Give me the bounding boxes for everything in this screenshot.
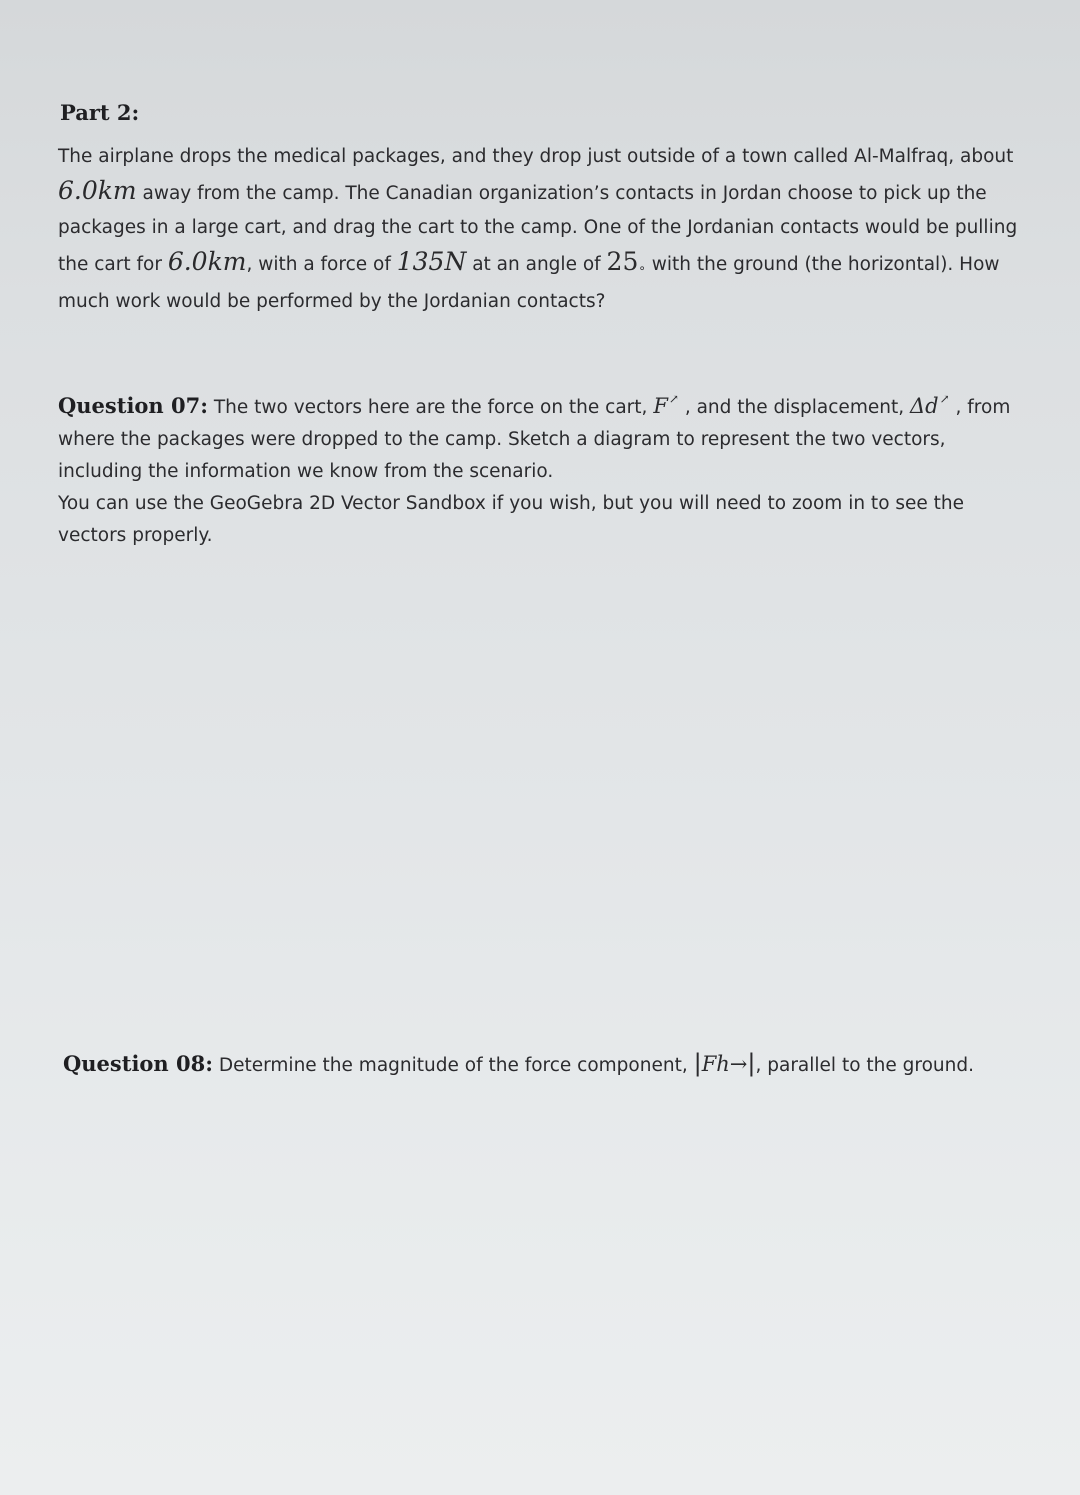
scenario-line-2: 6.0km away from the camp. The Canadian organization’s contacts in Jordan choose to pick up the [58, 176, 987, 205]
q08-label: Question 08: [63, 1051, 213, 1076]
force-value: 135N [396, 247, 467, 276]
scenario-line-1: The airplane drops the medical packages, and they drop just outside of a town called Al-Malfraq, about [58, 146, 1014, 167]
q07-line-2: where the packages were dropped to the camp. Sketch a diagram to represent the two vectors, [58, 429, 946, 450]
q07-label: Question 07: [58, 393, 208, 418]
question-07 [58, 383, 1010, 552]
vector-arrow-icon: ↗ [939, 392, 950, 406]
q07-line-5: vectors properly. [58, 525, 213, 546]
scenario-line-3: packages in a large cart, and drag the cart to the camp. One of the Jordanian contacts would be pulling [58, 217, 1018, 238]
abs-bar-right: | [747, 1049, 756, 1077]
pull-distance-value: 6.0km [167, 247, 247, 276]
q07-line-4: You can use the GeoGebra 2D Vector Sandbox if you wish, but you will need to zoom in to see the [58, 493, 965, 514]
horizontal-force-symbol: Fh→ [701, 1052, 748, 1076]
distance-value: 6.0km [58, 176, 137, 205]
degree-symbol: ∘ [638, 261, 646, 275]
scenario-line-4: the cart for 6.0km, with a force of 135N at an angle of 25∘ with the ground (the horizontal). How [58, 247, 1000, 276]
angle-value: 25 [606, 247, 639, 276]
force-vector-symbol: F↗ [653, 392, 679, 418]
q07-line-3: including the information we know from the scenario. [58, 461, 554, 482]
q08-line-1: Question 08: Determine the magnitude of the force component, |Fh→|, parallel to the ground. [63, 1049, 974, 1077]
scenario-paragraph [58, 140, 1017, 319]
part-title: Part 2: [60, 100, 140, 125]
vector-arrow-icon: ↗ [668, 392, 679, 406]
displacement-vector-symbol: Δd↗ [909, 392, 950, 418]
q07-line-1: Question 07: The two vectors here are the force on the cart, F↗ , and the displacement, Δd↗ , from [58, 392, 1011, 418]
scenario-line-5: much work would be performed by the Jordanian contacts? [58, 291, 606, 312]
abs-bar-left: | [693, 1049, 702, 1077]
question-08 [63, 1046, 974, 1083]
